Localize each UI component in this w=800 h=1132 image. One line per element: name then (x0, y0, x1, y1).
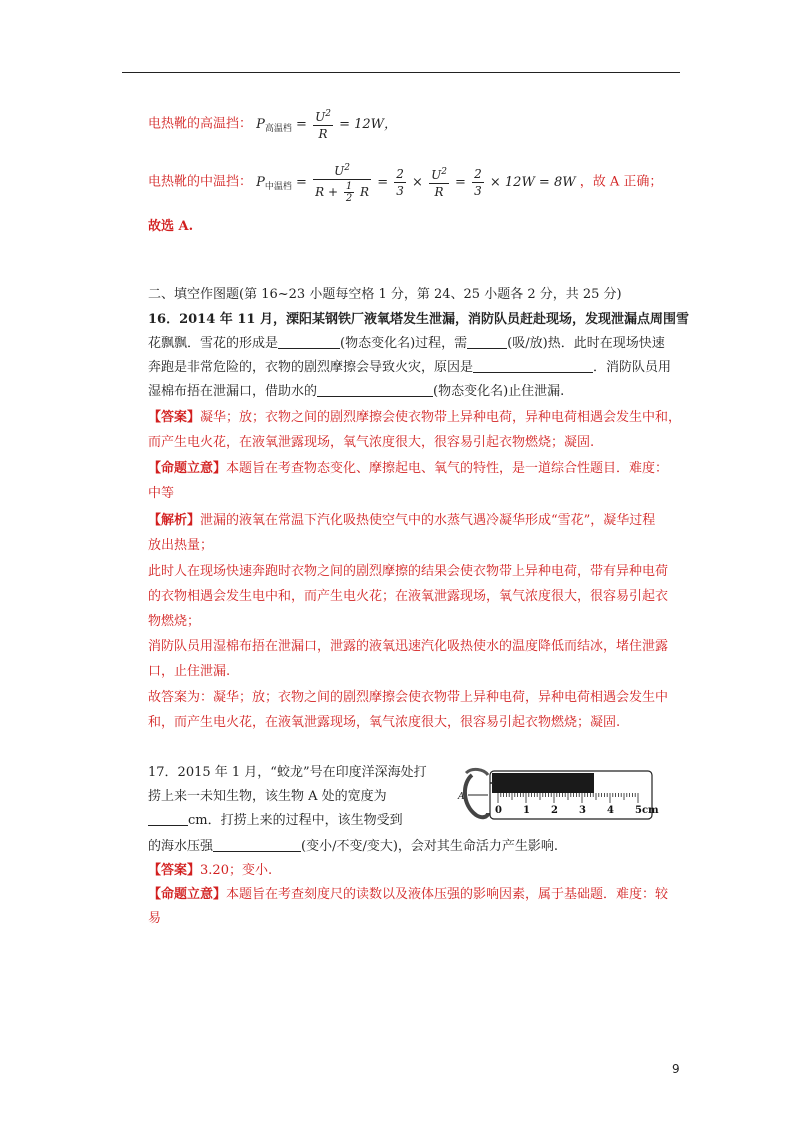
tick-label: 1 (523, 805, 530, 816)
half-den: 2 (345, 193, 353, 204)
q17-blank-2[interactable] (213, 838, 301, 852)
q17-text: cm．打捞上来的过程中，该生物受到 (188, 813, 403, 828)
q16-final-2: 和，而产生电火花，在液氧泄露现场，氧气浓度很大，很容易引起衣物燃烧；凝固. (148, 715, 621, 730)
q16-analysis-1 (148, 512, 655, 530)
answer-tag: 【答案】 (148, 410, 201, 425)
q16-text: (吸/放)热．此时在现场快速 (507, 336, 665, 351)
frac-den: R (318, 127, 328, 141)
intent-tag: 【命题立意】 (148, 887, 227, 902)
intent-tag: 【命题立意】 (148, 461, 227, 476)
frac-den-a: R + (315, 185, 338, 199)
q16-analysis-2: 放出热量； (148, 538, 214, 553)
q17-blank-1[interactable] (148, 812, 188, 826)
q17-line-2: 捞上来一未知生物，该生物 A 处的宽度为 (148, 789, 387, 804)
q16-blank-1[interactable] (278, 335, 340, 349)
frac-num: 2 (396, 166, 404, 181)
calc-mid-label: 电热靴的中温挡： (148, 174, 253, 190)
power-subscript: 高温档 (264, 123, 292, 134)
q16-blank-3[interactable] (473, 359, 593, 373)
answer-tag: 【答案】 (148, 863, 201, 878)
analysis-text: 泄漏的液氧在常温下汽化吸热使空气中的水蒸气遇冷凝华形成“雪花”，凝华过程 (200, 513, 656, 528)
q17-line-3 (148, 812, 403, 830)
q16-blank-2[interactable] (467, 335, 507, 349)
q17-intent-1 (148, 886, 668, 904)
fraction-u2-r-half-r: $U^2$ R + $\frac{1}{2}$ R (313, 160, 371, 204)
q17-text: 的海水压强 (148, 839, 214, 854)
label-a: A (458, 792, 465, 802)
tick-label: 3 (579, 805, 586, 816)
q16-analysis-7: 口，止住泄漏. (148, 664, 231, 679)
q17-line-1: 17．2015 年 1 月，“蛟龙”号在印度洋深海处打 (148, 765, 427, 780)
q16-line-3 (148, 359, 671, 377)
q16-text: 湿棉布捂在泄漏口，借助水的 (148, 384, 318, 399)
q16-line-4 (148, 383, 564, 401)
intent-text: 本题旨在考查刻度尺的读数以及液体压强的影响因素，属于基础题．难度：较 (226, 887, 669, 902)
q16-text: (物态变化名)止住泄漏. (433, 384, 565, 399)
creature-shape (465, 775, 488, 817)
creature-head (466, 769, 488, 775)
analysis-tag: 【解析】 (148, 513, 201, 528)
q16-blank-4[interactable] (317, 383, 433, 397)
calc-mid-conclusion: ，故 A 正确； (579, 174, 663, 190)
ruler-shade (492, 773, 594, 793)
q16-text: ．消防队员用 (593, 360, 672, 375)
q16-answer-1 (148, 409, 681, 427)
q16-intent-1 (148, 460, 668, 478)
frac-num: U (334, 164, 345, 178)
ruler-figure (458, 765, 659, 825)
q16-intent-2: 中等 (148, 486, 175, 501)
calc-mid-tail: × 12W = 8W (489, 174, 576, 190)
calc-answer: 故选 A. (148, 219, 194, 234)
q17-line-4 (148, 838, 558, 856)
header-rule (122, 72, 680, 73)
answer-text: 凝华；放；衣物之间的剧烈摩擦会使衣物带上异种电荷，异种电荷相遇会发生中和， (200, 410, 682, 425)
frac-num: 2 (474, 166, 482, 181)
tick-label: 0 (495, 805, 502, 816)
calc-high-line (148, 106, 397, 142)
tick-label: 4 (607, 805, 614, 816)
fraction-u2-r-2: $\frac{U^2}{R}$ (429, 164, 449, 200)
q16-text: 奔跑是非常危险的，衣物的剧烈摩擦会导致火灾，原因是 (148, 360, 474, 375)
fraction-u2-r: $\frac{U^2}{R}$ (313, 106, 333, 142)
calc-mid-line (148, 160, 662, 204)
calc-high-result: = 12W， (339, 116, 398, 132)
power-subscript: 中温档 (264, 181, 292, 192)
q16-analysis-3: 此时人在现场快速奔跑时衣物之间的剧烈摩擦的结果会使衣物带上异种电荷，带有异种电荷 (148, 564, 669, 579)
calc-high-formula: $P_{高温档}$ = $\frac{U^2}{R}$ = 12W， (256, 117, 397, 132)
q17-intent-2: 易 (148, 911, 162, 926)
fraction-two-thirds-2 (472, 166, 484, 199)
frac-den: 3 (396, 183, 404, 198)
answer-text: 3.20；变小. (200, 863, 273, 878)
fraction-two-thirds-1 (394, 166, 406, 199)
frac-den-b: R (360, 185, 370, 199)
q16-analysis-6: 消防队员用湿棉布捂在泄漏口，泄露的液氧迅速汽化吸热使水的温度降低而结冰，堵住泄露 (148, 639, 669, 654)
q16-analysis-4: 的衣物相遇会发生电中和，而产生电火花；在液氧泄露现场，氧气浓度很大，很容易引起衣 (148, 589, 669, 604)
q16-text: (物态变化名)过程，需 (340, 336, 468, 351)
q17-text: (变小/不变/变大)，会对其生命活力产生影响. (301, 839, 559, 854)
intent-text: 本题旨在考查物态变化、摩擦起电、氧气的特性，是一道综合性题目．难度： (226, 461, 669, 476)
q16-text: 花飘飘．雪花的形成是 (148, 336, 279, 351)
tick-label: 2 (551, 805, 558, 816)
q16-final-1: 故答案为：凝华；放；衣物之间的剧烈摩擦会使衣物带上异种电荷，异种电荷相遇会发生中 (148, 690, 669, 705)
tick-label: 5cm (635, 805, 659, 816)
q17-answer (148, 862, 272, 880)
power-symbol: P (256, 116, 265, 132)
section-header: 二、填空作图题(第 16~23 小题每空格 1 分，第 24、25 小题各 2 分，共 25 分) (148, 287, 622, 302)
page-number: 9 (672, 1062, 680, 1076)
q16-line-1: 16．2014 年 11 月，溧阳某钢铁厂液氧塔发生泄漏，消防队员赶赴现场，发现泄漏点周围雪 (148, 312, 689, 327)
half-num: 1 (345, 181, 353, 192)
q16-analysis-5: 物燃烧； (148, 614, 201, 629)
frac-den: 3 (474, 183, 482, 198)
calc-high-label: 电热靴的高温挡： (148, 116, 253, 132)
frac-num: U (315, 110, 326, 124)
q16-answer-2: 而产生电火花，在液氧泄露现场，氧气浓度很大，很容易引起衣物燃烧；凝固. (148, 435, 595, 450)
calc-mid-formula: $P_{中温档}$ = $U^2$ R + $\frac{1}{2}$ R = $\frac{2}{3}$ × $\frac{U^2}{R}$ = $\frac{2}{3}$ × 12W = 8W (256, 175, 580, 190)
q16-line-2 (148, 335, 665, 353)
